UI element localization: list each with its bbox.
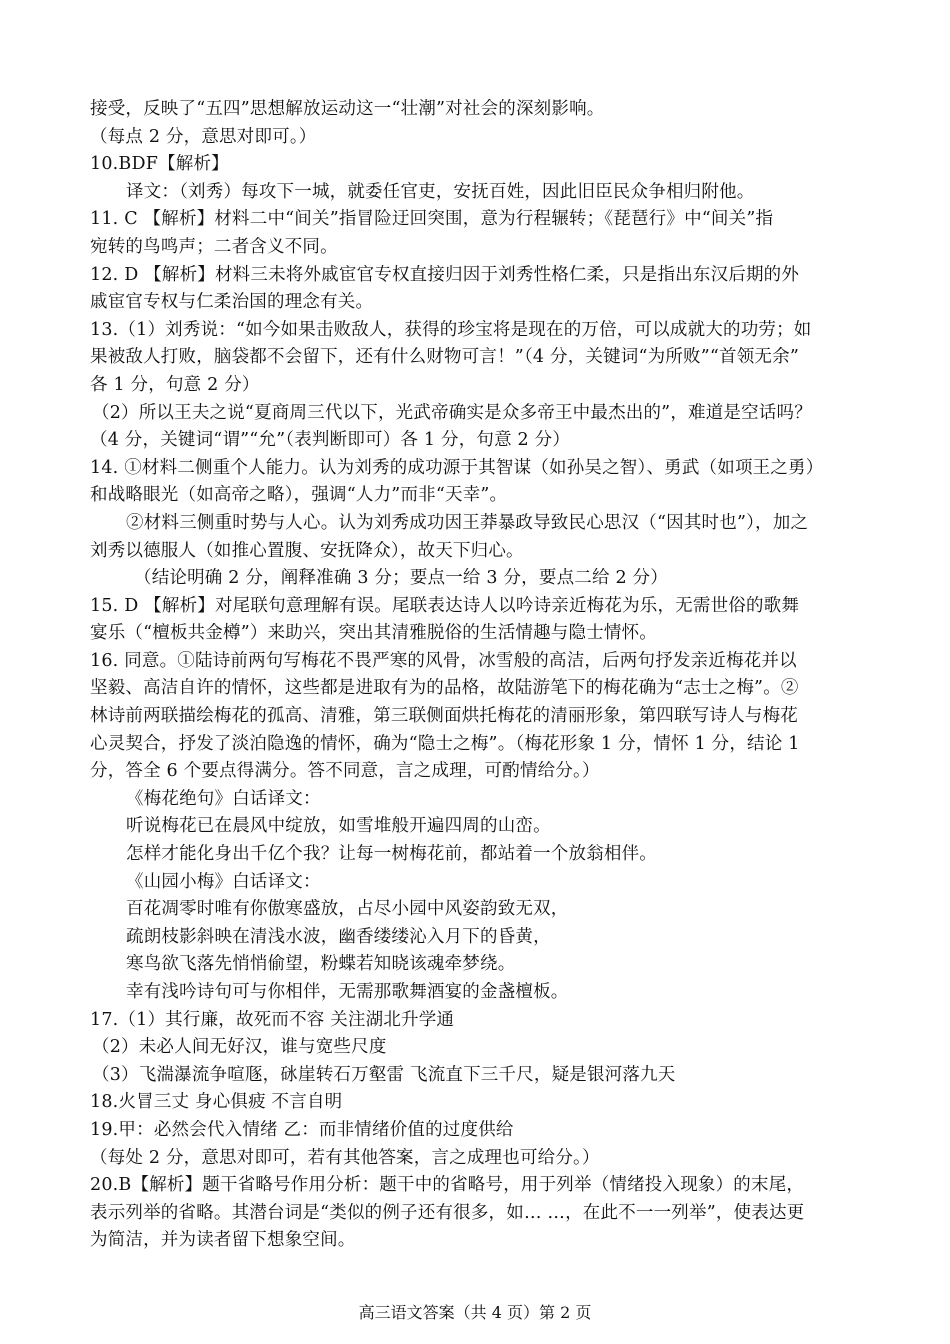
text-line: 怎样才能化身出千亿个我？让每一树梅花前，都站着一个放翁相伴。 [126, 844, 657, 865]
text-line: 林诗前两联描绘梅花的孤高、清雅，第三联侧面烘托梅花的清丽形象，第四联写诗人与梅花 [90, 706, 798, 727]
text-line: ②材料三侧重时势与人心。认为刘秀成功因王莽暴政导致民心思汉（“因其时也”），加之 [126, 512, 809, 533]
text-line: （结论明确 2 分，阐释准确 3 分；要点一给 3 分，要点二给 2 分） [134, 568, 668, 589]
text-line: 宴乐（“檀板共金樽”）来助兴，突出其清雅脱俗的生活情趣与隐士情怀。 [90, 623, 657, 644]
question-19-heading: 19.甲：必然会代入情绪 乙：而非情绪价值的过度供给 [90, 1119, 514, 1140]
question-18-heading: 18.火冒三丈 身心俱疲 不言自明 [90, 1092, 343, 1113]
text-line: 百花凋零时唯有你傲寒盛放，占尽小园中风姿韵致无双， [126, 899, 569, 920]
text-line: 表示列举的省略。其潜台词是“类似的例子还有很多，如… …，在此不一一列举”，使表达更 [90, 1202, 805, 1223]
question-17-heading: 17.（1）其行廉，故死而不容 关注湖北升学通 [90, 1009, 455, 1030]
text-line: 和战略眼光（如高帝之略），强调“人力”而非“天幸”。 [90, 485, 508, 506]
question-15-heading: 15. D 【解析】对尾联句意理解有误。尾联表达诗人以吟诗亲近梅花为乐，无需世俗的歌舞 [90, 595, 800, 616]
text-line: 宛转的鸟鸣声；二者含义不同。 [90, 236, 338, 257]
text-line: 《山园小梅》白话译文： [126, 871, 321, 892]
text-line: 坚毅、高洁自许的情怀，这些都是进取有为的品格，故陆游笔下的梅花确为“志士之梅”。② [90, 678, 799, 699]
text-line: 听说梅花已在晨风中绽放，如雪堆般开遍四周的山峦。 [126, 816, 551, 837]
text-line: 寒鸟欲飞落先悄悄偷望，粉蝶若知晓该魂牵梦绕。 [126, 954, 516, 975]
text-line: （每处 2 分，意思对即可，若有其他答案，言之成理也可给分。） [90, 1147, 600, 1168]
question-20-heading: 20.B【解析】题干省略号作用分析：题干中的省略号，用于列举（情绪投入现象）的末尾， [90, 1175, 805, 1196]
text-line: 刘秀以德服人（如推心置腹、安抚降众），故天下归心。 [90, 540, 524, 561]
text-line: 为简洁，并为读者留下想象空间。 [90, 1230, 356, 1251]
text-line: （2）未必人间无好汉，谁与宽些尺度 [92, 1037, 387, 1058]
text-line: 各 1 分，句意 2 分） [90, 374, 260, 395]
text-line: 《梅花绝句》白话译文： [126, 788, 321, 809]
question-14-heading: 14. ①材料二侧重个人能力。认为刘秀的成功源于其智谋（如孙吴之智）、勇武（如项王之勇） [90, 457, 824, 478]
text-line: （3）飞湍瀑流争喧豗，砯崖转石万壑雷 飞流直下三千尺，疑是银河落九天 [92, 1064, 676, 1085]
text-line: （2）所以王夫之说“夏商周三代以下，光武帝确实是众多帝王中最杰出的”，难道是空话吗？ [92, 402, 812, 423]
text-line: 果被敌人打败，脑袋都不会留下，还有什么财物可言！”（4 分，关键词“为所败”“首领无余” [90, 347, 799, 368]
answer-content [90, 96, 870, 1255]
question-16-heading: 16. 同意。①陆诗前两句写梅花不畏严寒的风骨，冰雪般的高洁，后两句抒发亲近梅花并以 [90, 650, 797, 671]
text-line: 译文：（刘秀）每攻下一城，就委任官吏，安抚百姓，因此旧臣民众争相归附他。 [126, 181, 755, 202]
text-line: 戚宦官专权与仁柔治国的理念有关。 [90, 292, 374, 313]
text-line: （4 分，关键词“谓”“允”（表判断即可）各 1 分，句意 2 分） [90, 430, 571, 451]
text-line: 分，答全 6 个要点得满分。答不同意，言之成理，可酌情给分。） [90, 761, 600, 782]
text-line: 幸有浅吟诗句可与你相伴，无需那歌舞酒宴的金盏檀板。 [126, 982, 569, 1002]
page-footer: 高三语文答案（共 4 页）第 2 页 [358, 1303, 592, 1322]
text-line: （每点 2 分，意思对即可。） [90, 126, 317, 147]
text-line: 接受，反映了“五四”思想解放运动这一“壮潮”对社会的深刻影响。 [90, 99, 605, 119]
text-line: 心灵契合，抒发了淡泊隐逸的情怀，确为“隐士之梅”。（梅花形象 1 分，情怀 1 分，结论 1 [90, 733, 800, 754]
question-11-heading: 11. C 【解析】材料二中“间关”指冒险迂回突围，意为行程辗转；《琵琶行》中“间关”指 [90, 209, 774, 230]
text-line: 疏朗枝影斜映在清浅水波，幽香缕缕沁入月下的昏黄， [126, 926, 551, 947]
question-12-heading: 12. D 【解析】材料三未将外戚宦官专权直接归因于刘秀性格仁柔，只是指出东汉后期的外 [90, 264, 800, 285]
question-10-heading: 10.BDF【解析】 [90, 154, 229, 175]
question-13-heading: 13.（1）刘秀说：“如今如果击败敌人，获得的珍宝将是现在的万倍，可以成就大的功劳；如 [90, 319, 812, 340]
